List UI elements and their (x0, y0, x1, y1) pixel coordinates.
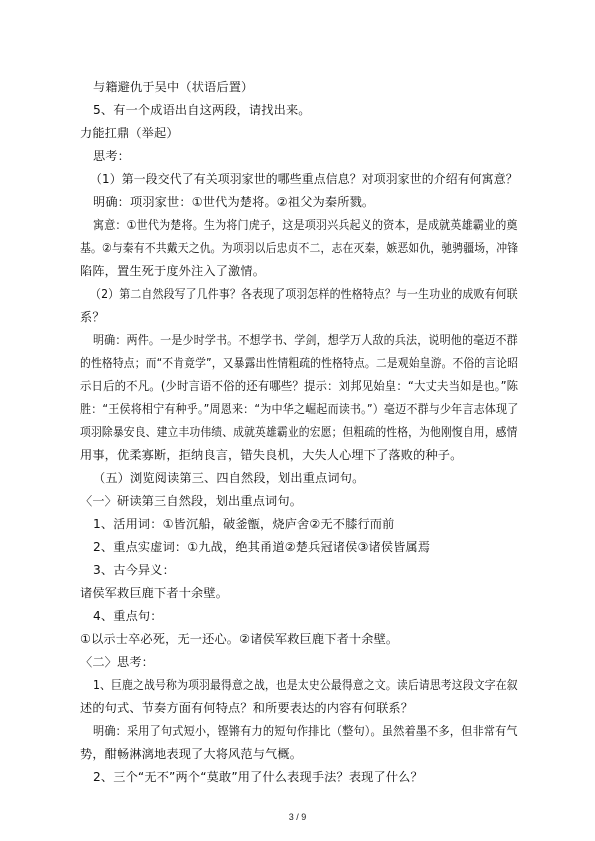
text-line-13: 的性格特点；而“不肯竟学”，又暴露出性情粗疏的性格特点。二是观始皇游。不俗的言论昭 (80, 356, 519, 370)
text-line-09: 陷阵，置生死于度外注入了激情。 (80, 264, 266, 278)
text-line-04: 思考： (93, 149, 131, 163)
text-line-24: 4、重点句： (93, 609, 163, 623)
text-line-22: 3、古今异义： (93, 563, 175, 577)
text-line-23: 诸侯军救巨鹿下者十余壁。 (80, 586, 229, 600)
text-line-27: 1、巨鹿之战号称为项羽最得意之战，也是太史公最得意之文。读后请思考这段文字在叙 (93, 678, 518, 692)
text-line-20: 1、活用词：①皆沉船，破釜甑，烧庐舍②无不膝行而前 (93, 517, 395, 531)
text-line-31: 2、三个“无不”两个“莫敢”用了什么表现手法？表现了什么？ (93, 770, 423, 784)
text-line-01: 与籍避仇于吴中（状语后置） (93, 80, 254, 94)
text-line-25: ①以示士卒必死，无一还心。②诸侯军救巨鹿下者十余壁。 (80, 632, 399, 646)
text-line-28: 述的句式、节奏方面有何特点？和所要表达的内容有何联系？ (80, 701, 414, 715)
text-line-26: 〈二〉思考： (80, 655, 155, 669)
text-line-05: （1）第一段交代了有关项羽家世的哪些重点信息？对项羽家世的介绍有何寓意？ (90, 172, 518, 186)
text-line-14: 示日后的不凡。(少时言语不俗的还有哪些？提示：刘邦见始皇：“大丈夫当如是也。”陈 (80, 379, 519, 393)
text-line-19: 〈一〉研读第三自然段，划出重点词句。 (80, 494, 303, 508)
text-line-21: 2、重点实虚词：①九战，绝其甬道②楚兵冠诸侯③诸侯皆属焉 (93, 540, 431, 554)
text-line-16: 项羽除暴安良、建立丰功伟绩、成就英雄霸业的宏愿；但粗疏的性格，为他刚愎自用，感情 (80, 425, 518, 439)
text-line-12: 明确：两件。一是少时学书。不想学书、学剑，想学万人敌的兵法，说明他的毫迈不群 (93, 333, 518, 347)
text-line-30: 势，酣畅淋漓地表现了大将风范与气概。 (80, 747, 303, 761)
text-line-08: 基。②与秦有不共戴天之仇。为项羽以后忠贞不二，志在灭秦，嫉恶如仇，驰骋疆场，冲锋 (80, 241, 519, 255)
page-number: 3 / 9 (288, 812, 307, 822)
text-line-06: 明确：项羽家世：①世代为楚将。②祖父为秦所戮。 (93, 195, 375, 209)
text-line-29: 明确：采用了句式短小，铿锵有力的短句作排比（整句）。虽然着墨不多，但非常有气 (93, 724, 518, 738)
text-line-15: 胜：“王侯将相宁有种乎。”周恩来：“为中华之崛起而读书。”）毫迈不群与少年言志体现了 (80, 402, 519, 416)
text-line-10: （2）第二自然段写了几件事？各表现了项羽怎样的性格特点？与一生功业的成败有何联 (90, 287, 518, 301)
text-line-03: 力能扛鼎（举起） (80, 126, 179, 140)
text-line-02: 5、有一个成语出自这两段，请找出来。 (93, 103, 311, 117)
text-line-17: 用事，优柔寡断，拒纳良言，错失良机，大失人心埋下了落败的种子。 (80, 448, 463, 462)
text-line-11: 系？ (80, 310, 105, 324)
text-line-07: 寓意：①世代为楚将。生为将门虎子，这是项羽兴兵起义的资本，是成就英雄霸业的奠 (93, 218, 518, 232)
text-line-18: （五）浏览阅读第三、四自然段，划出重点词句。 (93, 471, 365, 485)
